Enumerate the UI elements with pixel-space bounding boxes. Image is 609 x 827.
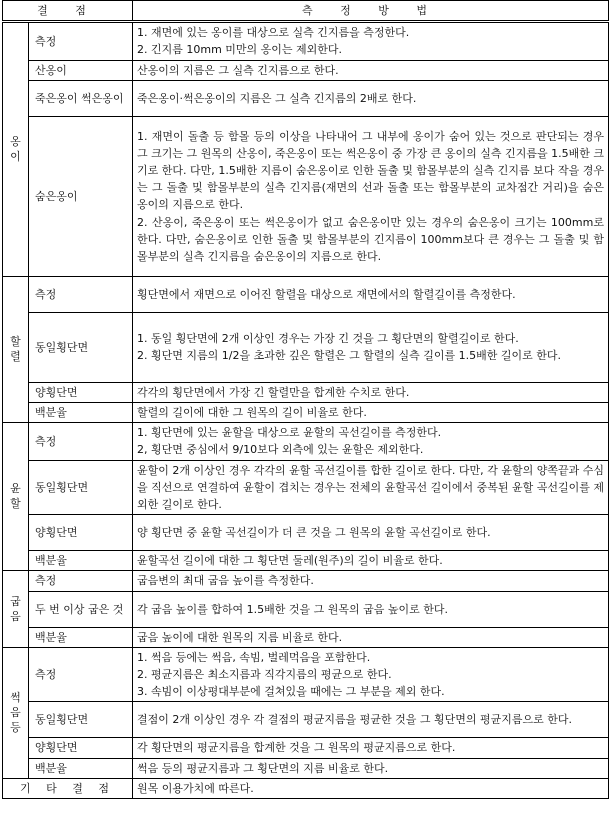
table-row <box>3 571 609 591</box>
method-text-line: 2. 긴지름 10mm 미만의 옹이는 제외한다. <box>137 43 343 57</box>
defect-group-name: 윤할 <box>10 482 21 511</box>
defect-group-cell <box>3 276 29 422</box>
method-text-line: 굽음 높이에 대한 원목의 지름 비율로 한다. <box>137 630 343 644</box>
method-text-line: 1. 재면이 돌출 등 함몰 등의 이상을 나타내어 그 내부에 옹이가 숨어 있는 것으로 판단되는 경우 그 크기는 그 원목의 산옹이, 죽은옹이 또는 썩은옹이 중 가장 큰 옹이의 실측 긴지름을 1.5배한 크기로 한다. 다만, 1.5배한 지름이 숨은옹이로 인한 돌출 및 함몰부분의 실측 긴지름 보다 작을 경우는 그 돌출 및 함몰부분의 실측 긴지름(재면의 선과 돌출 또는 함몰부분의 교차점간 거리)을 숨은 옹이의 지름으로 한다. <box>137 129 604 212</box>
sub-item-label: 동일횡단면 <box>29 702 133 738</box>
table-row <box>3 80 609 116</box>
method-text-cell <box>133 22 609 60</box>
table-row <box>3 403 609 423</box>
defect-group-cell <box>3 571 29 647</box>
method-text-cell <box>133 460 609 515</box>
method-text-line: 산옹이의 지름은 그 실측 긴지름으로 한다. <box>137 63 339 77</box>
method-text-line: 1. 썩음 등에는 썩음, 속빔, 벌레먹음을 포함한다. <box>137 650 371 664</box>
method-text-cell <box>133 60 609 80</box>
method-text-line: 1. 재면에 있는 옹이를 대상으로 실측 긴지름을 측정한다. <box>137 26 410 40</box>
method-text-line: 횡단면에서 재면으로 이어진 할렬을 대상으로 재면에서의 할렬길이를 측정한다. <box>137 287 516 301</box>
sub-item-label: 두 번 이상 굽은 것 <box>29 591 133 627</box>
method-text-line: 각 횡단면의 평균지름을 합계한 것을 그 원목의 평균지름으로 한다. <box>137 741 456 755</box>
method-text-line: 각각의 횡단면에서 가장 긴 할렬만을 합계한 수치로 한다. <box>137 385 410 399</box>
method-text-line: 썩음 등의 평균지름과 그 횡단면의 지름 비율로 한다. <box>137 761 389 775</box>
method-text-line: 할렬의 길이에 대한 그 원목의 길이 비율로 한다. <box>137 406 367 420</box>
header-defect: 결 점 <box>3 1 133 22</box>
sub-item-label: 백분율 <box>29 551 133 571</box>
defect-group-cell <box>3 22 29 277</box>
sub-item-label: 백분율 <box>29 627 133 647</box>
sub-item-label: 측정 <box>29 647 133 702</box>
sub-item-label: 동일횡단면 <box>29 460 133 515</box>
sub-item-label: 백분율 <box>29 403 133 423</box>
header-method: 측 정 방 법 <box>133 1 609 22</box>
method-text-cell <box>133 627 609 647</box>
table-row-other <box>3 778 609 798</box>
method-text-cell <box>133 571 609 591</box>
table-row <box>3 515 609 551</box>
method-text-cell <box>133 738 609 758</box>
table-row <box>3 738 609 758</box>
defect-group-cell <box>3 423 29 571</box>
sub-item-label: 측정 <box>29 22 133 60</box>
table-row <box>3 647 609 702</box>
table-row <box>3 758 609 778</box>
method-text-line: 1. 횡단면에 있는 윤할을 대상으로 윤할의 곡선길이를 측정한다. <box>137 426 442 440</box>
method-text-line: 2. 횡단면 지름의 1/2을 초과한 깊은 할렬은 그 할렬의 실측 길이를 1.5배한 길이로 한다. <box>137 349 562 363</box>
method-text-line: 윤할이 2개 이상인 경우 각각의 윤할 곡선길이를 합한 길이로 한다. 다만, 각 윤할의 양쪽끝과 수심을 직선으로 연결하여 윤할이 겹치는 경우는 전체의 윤할곡선 길이에서 중복된 윤할 곡선길이를 제외한 길이로 한다. <box>137 463 604 512</box>
method-text-cell <box>133 276 609 312</box>
method-text-line: 2. 산옹이, 죽은옹이 또는 썩은옹이가 없고 숨은옹이만 있는 경우의 숨은옹이 크기는 100mm로 한다. 다만, 숨은옹이로 인한 돌출 및 함몰부분의 긴지름이 100mm보다 큰 경우는 그 돌출 및 함몰부분의 실측 긴지름을 숨은옹이의 지름으로 한다. <box>137 215 604 263</box>
method-text-cell <box>133 80 609 116</box>
table-header-row <box>3 1 609 22</box>
other-defects-method: 원목 이용가치에 따른다. <box>133 778 609 798</box>
method-text-cell <box>133 116 609 276</box>
sub-item-label: 백분율 <box>29 758 133 778</box>
table-row <box>3 312 609 382</box>
table-row <box>3 460 609 515</box>
method-text-cell <box>133 551 609 571</box>
sub-item-label: 죽은옹이 썩은옹이 <box>29 80 133 116</box>
defect-measurement-table <box>2 0 609 799</box>
defect-group-name: 옹이 <box>10 134 21 163</box>
sub-item-label: 숨은옹이 <box>29 116 133 276</box>
method-text-cell <box>133 423 609 460</box>
defect-group-cell <box>3 647 29 778</box>
table-row <box>3 382 609 402</box>
method-text-line: 죽은옹이·썩은옹이의 지름은 그 실측 긴지름의 2배로 한다. <box>137 91 417 105</box>
sub-item-label: 산옹이 <box>29 60 133 80</box>
table-row <box>3 116 609 276</box>
method-text-line: 굽음변의 최대 굽음 높이를 측정한다. <box>137 574 314 588</box>
method-text-cell <box>133 702 609 738</box>
table-row <box>3 423 609 460</box>
method-text-line: 각 굽음 높이를 합하여 1.5배한 것을 그 원목의 굽음 높이로 한다. <box>137 602 448 616</box>
other-defects-label: 기 타 결 점 <box>3 778 133 798</box>
sub-item-label: 동일횡단면 <box>29 312 133 382</box>
method-text-cell <box>133 312 609 382</box>
method-text-line: 3. 속빔이 이상평대부분에 걸쳐있을 때에는 그 부분을 제외 한다. <box>137 685 445 699</box>
method-text-cell <box>133 758 609 778</box>
table-row <box>3 60 609 80</box>
method-text-line: 1. 동일 횡단면에 2개 이상인 경우는 가장 긴 것을 그 횡단면의 할렬길이로 한다. <box>137 332 519 346</box>
method-text-cell <box>133 591 609 627</box>
method-text-line: 2. 평균지름은 최소지름과 직각지름의 평균으로 한다. <box>137 668 392 682</box>
table-row <box>3 276 609 312</box>
sub-item-label: 양횡단면 <box>29 738 133 758</box>
method-text-cell <box>133 382 609 402</box>
sub-item-label: 양횡단면 <box>29 515 133 551</box>
method-text-line: 양 횡단면 중 윤할 곡선길이가 더 큰 것을 그 원목의 윤할 곡선길이로 한다. <box>137 526 491 540</box>
method-text-line: 윤할곡선 길이에 대한 그 횡단면 둘레(원주)의 길이 비율로 한다. <box>137 554 443 568</box>
table-row <box>3 702 609 738</box>
defect-group-name: 썩음 등 <box>10 690 21 734</box>
sub-item-label: 측정 <box>29 423 133 460</box>
defect-group-name: 할렬 <box>10 334 21 363</box>
sub-item-label: 양횡단면 <box>29 382 133 402</box>
table-row <box>3 551 609 571</box>
method-text-line: 2, 횡단면 중심에서 9/10보다 외측에 있는 윤할은 제외한다. <box>137 443 424 457</box>
table-row <box>3 22 609 60</box>
table-row <box>3 591 609 627</box>
method-text-cell <box>133 515 609 551</box>
table-body <box>3 22 609 799</box>
defect-group-name: 굽음 <box>10 594 21 623</box>
method-text-cell <box>133 647 609 702</box>
method-text-cell <box>133 403 609 423</box>
method-text-line: 결점이 2개 이상인 경우 각 결점의 평균지름을 평균한 것을 그 횡단면의 평균지름으로 한다. <box>137 713 572 727</box>
table-row <box>3 627 609 647</box>
sub-item-label: 측정 <box>29 571 133 591</box>
sub-item-label: 측정 <box>29 276 133 312</box>
